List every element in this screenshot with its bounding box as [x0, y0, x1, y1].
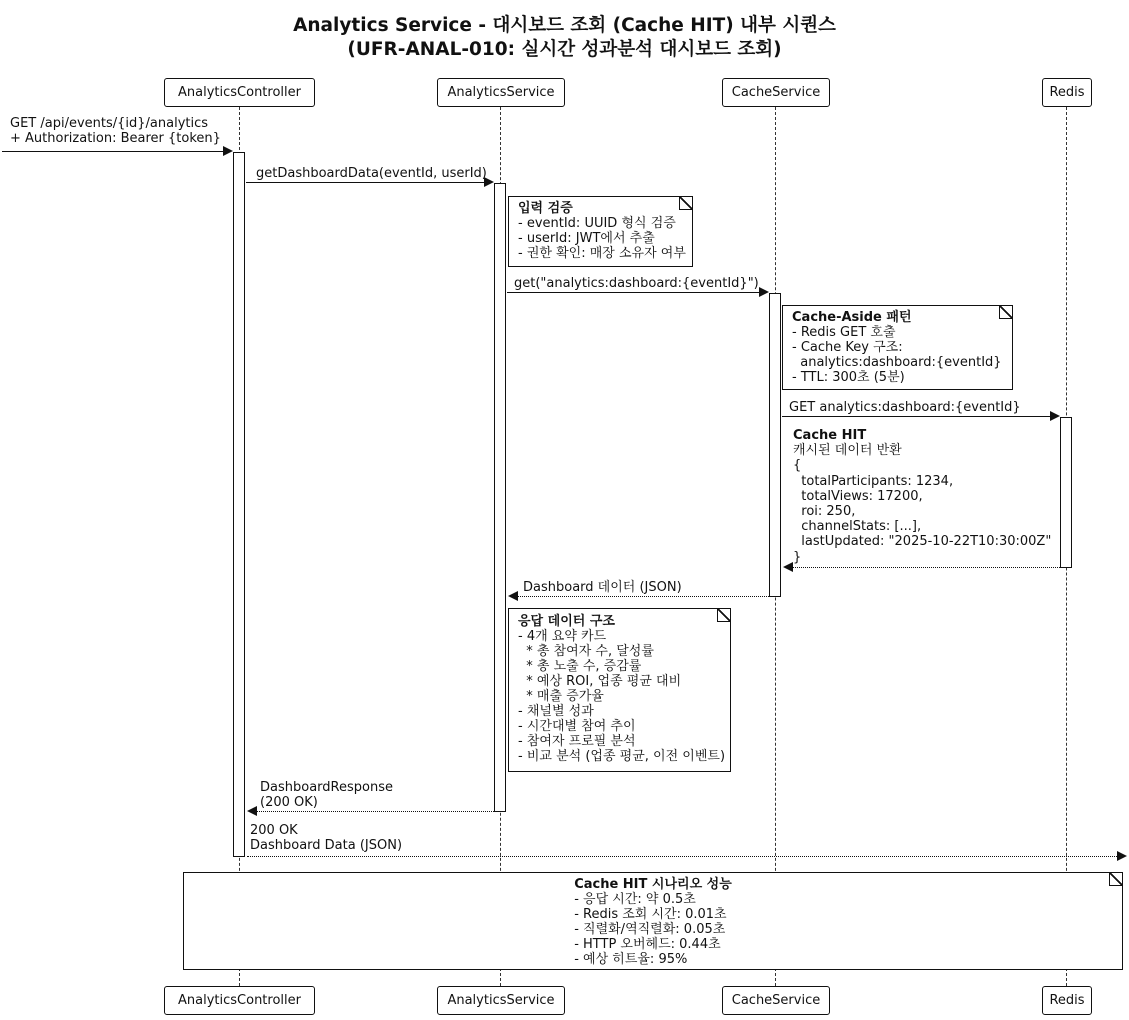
participant-label: Redis [1049, 85, 1085, 100]
message-get-dashboard-data-label: getDashboardData(eventId, userId) [256, 166, 487, 181]
participant-label: AnalyticsService [447, 993, 555, 1008]
note-line: * 매출 증가율 [518, 689, 604, 704]
arrowhead-right-icon [759, 287, 769, 297]
note-line: - HTTP 오버헤드: 0.44초 [574, 937, 721, 952]
participant-label: AnalyticsController [178, 993, 301, 1008]
message-get-dashboard-data-line [246, 182, 484, 183]
cache-hit-line: } [793, 549, 802, 565]
message-incoming-request-line1: GET /api/events/{id}/analytics [10, 116, 209, 131]
arrowhead-left-icon [247, 806, 257, 816]
message-http-response-line [247, 856, 1117, 857]
cache-hit-line: { [793, 458, 802, 474]
note-line: - TTL: 300초 (5분) [792, 370, 905, 385]
cache-hit-line: lastUpdated: "2025-10-22T10:30:00Z" [793, 534, 1052, 550]
message-dashboard-response-line2: (200 OK) [260, 795, 318, 810]
participant-label: Redis [1049, 993, 1085, 1008]
participant-label: CacheService [731, 993, 821, 1008]
message-http-response-line1: 200 OK [250, 823, 298, 838]
message-dashboard-response-line [257, 811, 494, 812]
text-cache-hit-payload [793, 428, 1051, 565]
note-line: - 예상 히트율: 95% [574, 952, 688, 967]
participant-top-redis [1042, 78, 1092, 107]
activation-analytics-controller [233, 152, 245, 857]
arrowhead-right-icon [223, 146, 233, 156]
message-cache-get-line [507, 292, 759, 293]
note-title: 응답 데이터 구조 [518, 614, 615, 629]
note-title: 입력 검증 [518, 201, 573, 216]
participant-label: AnalyticsController [178, 85, 301, 100]
cache-hit-title: Cache HIT [793, 428, 867, 443]
message-incoming-request-line2: + Authorization: Bearer {token} [10, 131, 221, 146]
message-dashboard-data-label: Dashboard 데이터 (JSON) [523, 580, 682, 595]
note-line: - userId: JWT에서 추출 [518, 231, 655, 246]
cache-hit-line: channelStats: [...], [793, 519, 922, 535]
note-fold-icon [717, 609, 730, 622]
note-line: * 총 노출 수, 증감률 [518, 659, 642, 674]
note-title: Cache HIT 시나리오 성능 [574, 877, 732, 892]
message-redis-get-line [782, 416, 1050, 417]
participant-top-analytics-controller [164, 78, 315, 107]
message-redis-return-line [793, 567, 1060, 568]
note-line: - eventId: UUID 형식 검증 [518, 216, 676, 231]
message-dashboard-response-line1: DashboardResponse [260, 780, 393, 795]
note-fold-icon [999, 306, 1012, 319]
note-line: - 참여자 프로필 분석 [518, 734, 636, 749]
message-redis-get-label: GET analytics:dashboard:{eventId} [789, 400, 1021, 415]
cache-hit-line: totalViews: 17200, [793, 488, 923, 504]
arrowhead-right-icon [484, 177, 494, 187]
message-cache-get-label: get("analytics:dashboard:{eventId}") [514, 276, 759, 291]
arrowhead-left-icon [783, 562, 793, 572]
note-line: - 비교 분석 (업종 평균, 이전 이벤트) [518, 749, 726, 764]
diagram-title [0, 14, 1129, 62]
arrowhead-right-icon [1117, 851, 1127, 861]
activation-redis [1060, 417, 1072, 568]
arrowhead-right-icon [1050, 411, 1060, 421]
note-line: * 예상 ROI, 업종 평균 대비 [518, 674, 682, 689]
note-title: Cache-Aside 패턴 [792, 310, 912, 325]
message-http-response-line2: Dashboard Data (JSON) [250, 838, 403, 853]
note-input-validation [508, 196, 693, 267]
note-line: - 시간대별 참여 추이 [518, 719, 636, 734]
participant-bottom-redis [1042, 986, 1092, 1015]
note-line: - Cache Key 구조: [792, 340, 903, 355]
note-performance-content [574, 877, 732, 967]
arrowhead-left-icon [508, 591, 518, 601]
diagram-title-line1: Analytics Service - 대시보드 조회 (Cache HIT) 내부 시퀀스 [293, 15, 836, 36]
diagram-title-line2: (UFR-ANAL-010: 실시간 성과분석 대시보드 조회) [347, 39, 782, 60]
participant-top-analytics-service [437, 78, 565, 107]
note-cache-aside [782, 305, 1013, 390]
participant-label: CacheService [731, 85, 821, 100]
note-line: - 권한 확인: 매장 소유자 여부 [518, 246, 686, 261]
message-incoming-request-line [2, 151, 224, 152]
note-line: analytics:dashboard:{eventId} [792, 355, 1002, 370]
participant-label: AnalyticsService [447, 85, 555, 100]
participant-top-cache-service [722, 78, 830, 107]
note-line: * 총 참여자 수, 달성률 [518, 644, 654, 659]
participant-bottom-analytics-controller [164, 986, 315, 1015]
cache-hit-line: roi: 250, [793, 504, 856, 520]
note-line: - Redis 조회 시간: 0.01초 [574, 907, 727, 922]
note-performance [183, 872, 1123, 970]
note-line: - 채널별 성과 [518, 704, 594, 719]
cache-hit-line: totalParticipants: 1234, [793, 473, 954, 489]
note-line: - 직렬화/역직렬화: 0.05초 [574, 922, 726, 937]
note-line: - 4개 요약 카드 [518, 629, 607, 644]
note-response-structure [508, 608, 731, 772]
message-dashboard-data-line [518, 596, 769, 597]
activation-cache-service [769, 293, 781, 597]
note-fold-icon [679, 197, 692, 210]
note-fold-icon [1109, 873, 1122, 886]
participant-bottom-analytics-service [437, 986, 565, 1015]
activation-analytics-service [494, 183, 506, 812]
cache-hit-line: 캐시된 데이터 반환 [793, 443, 902, 459]
note-line: - 응답 시간: 약 0.5초 [574, 892, 696, 907]
participant-bottom-cache-service [722, 986, 830, 1015]
note-line: - Redis GET 호출 [792, 325, 896, 340]
